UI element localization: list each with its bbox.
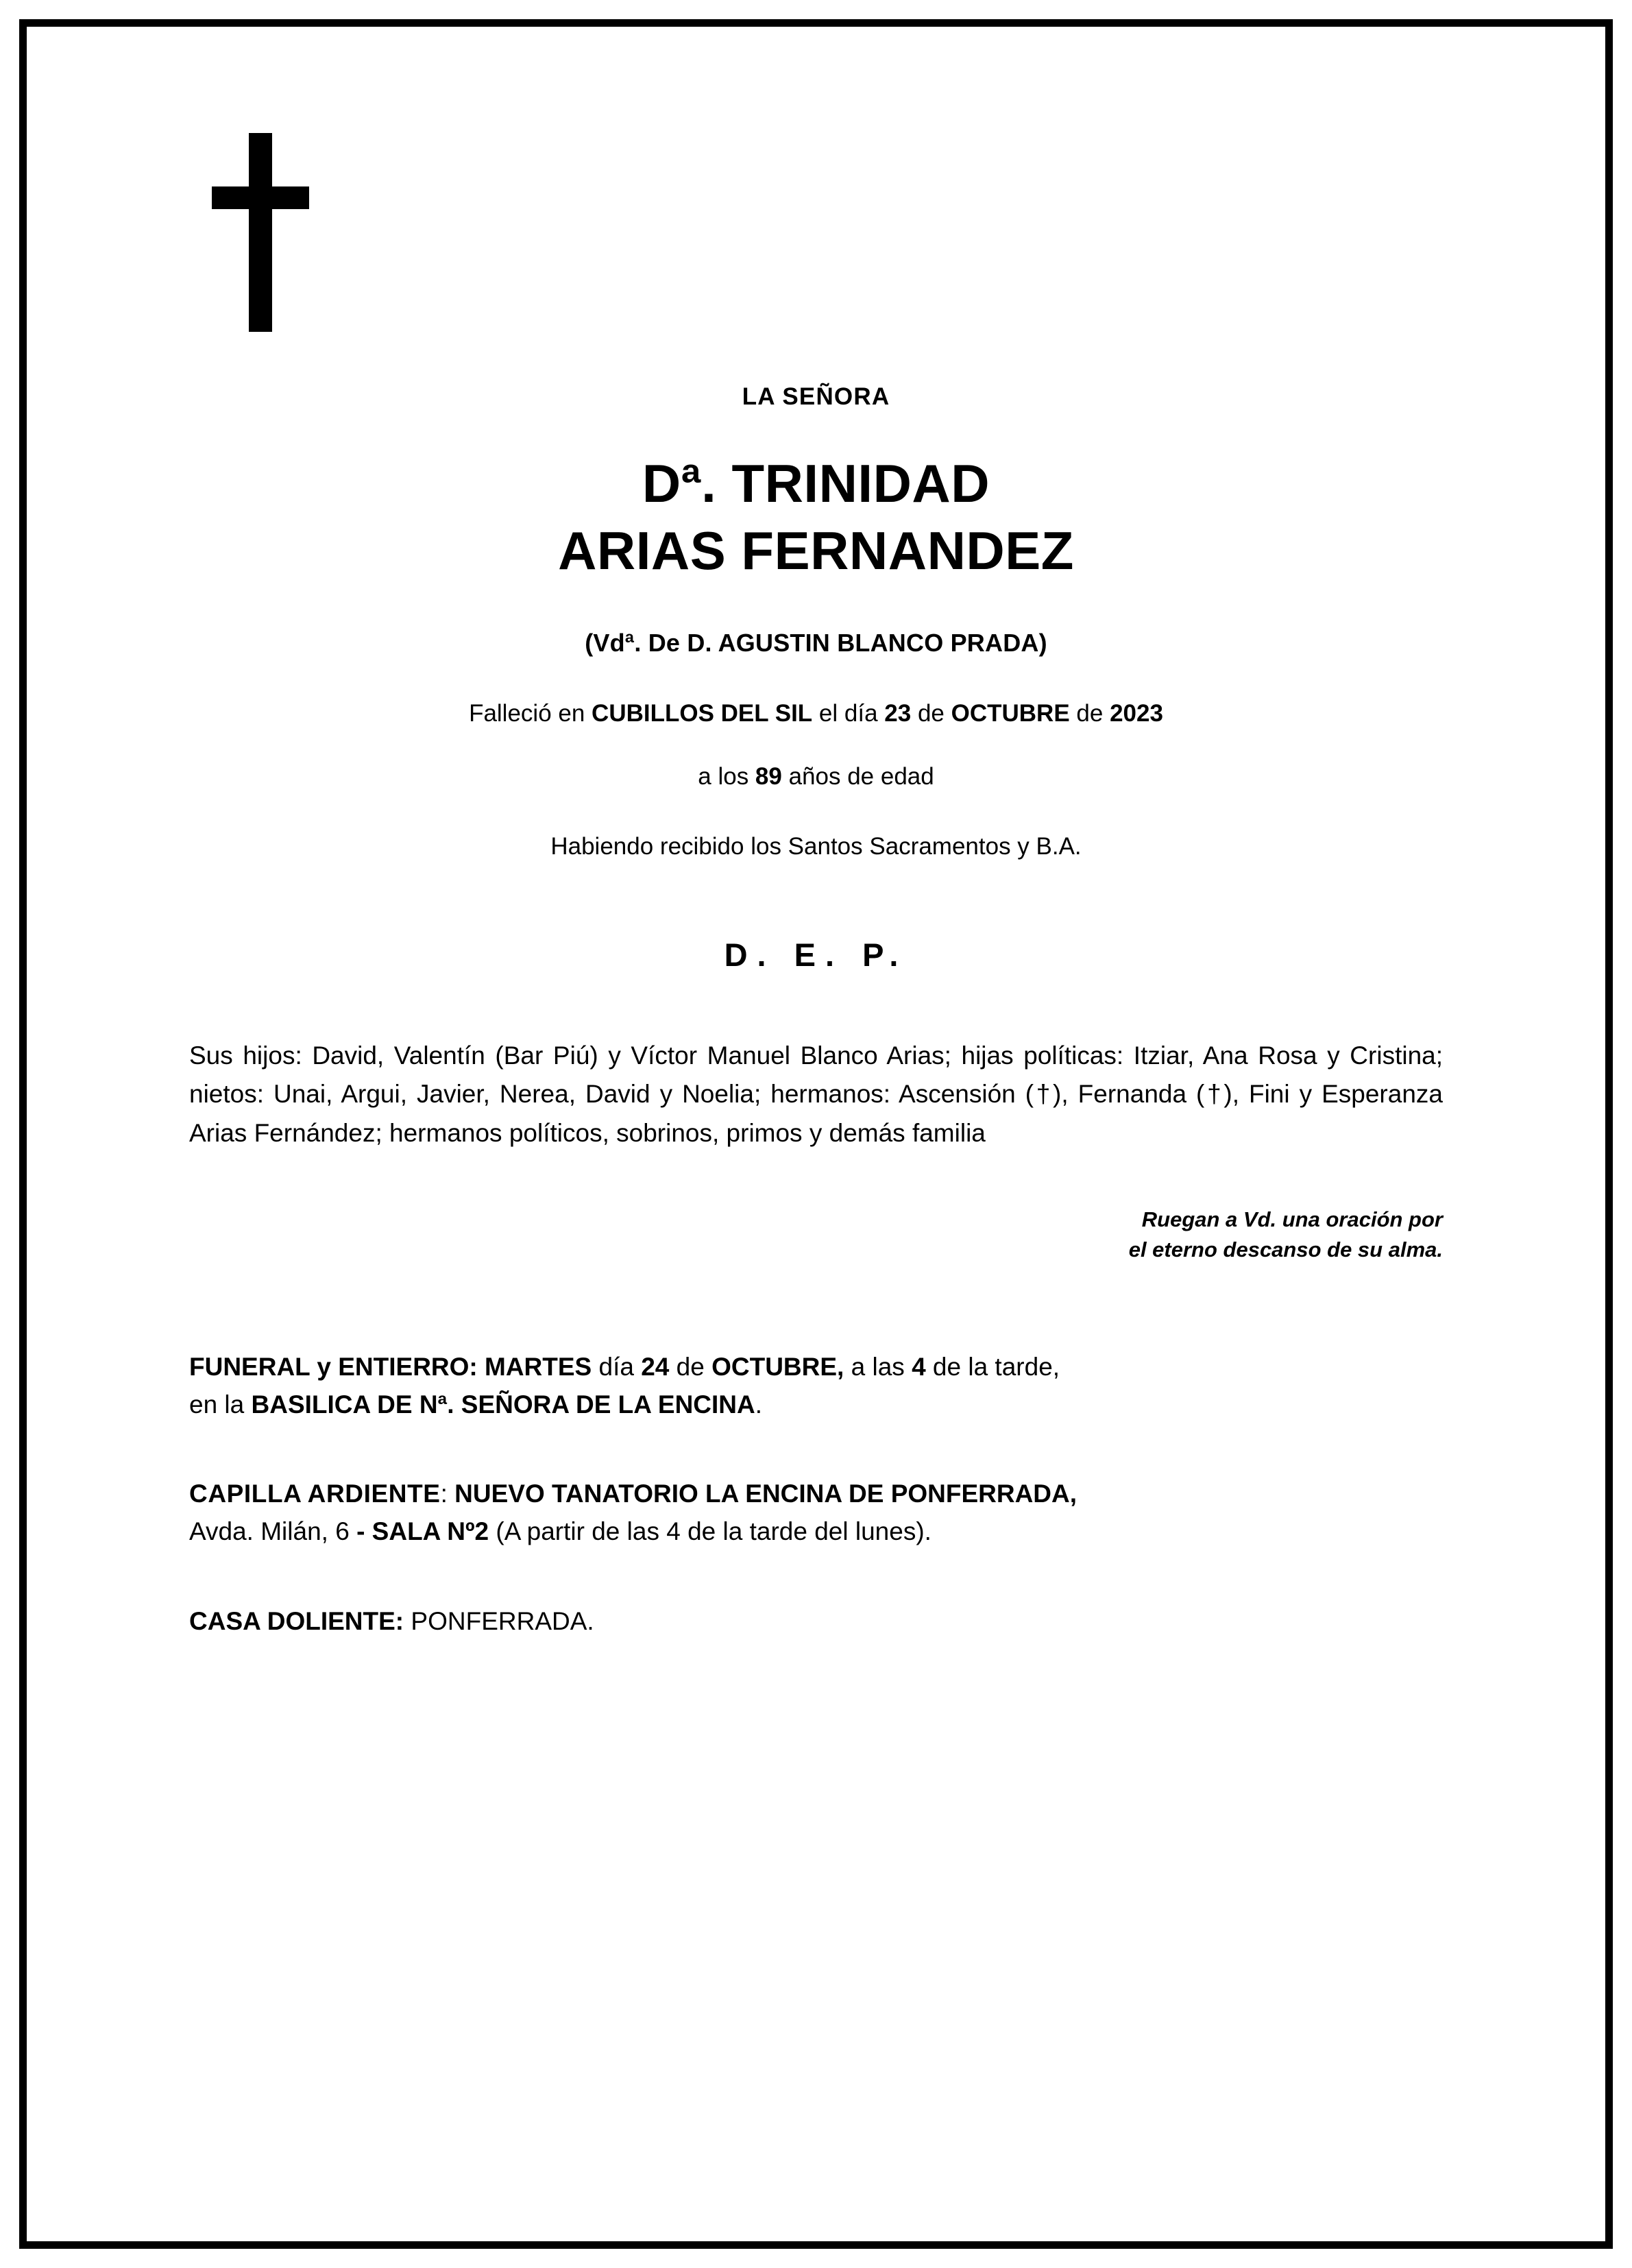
- mourning-home-label: CASA DOLIENTE:: [189, 1606, 404, 1635]
- death-year: 2023: [1110, 700, 1163, 727]
- funeral-day-name: MARTES: [477, 1352, 592, 1381]
- chapel-venue: NUEVO TANATORIO LA ENCINA DE PONFERRADA,: [454, 1480, 1077, 1508]
- funeral-place: BASILICA DE Nª. SEÑORA DE LA ENCINA: [251, 1390, 755, 1419]
- age-lead: a los: [698, 763, 755, 791]
- mourning-home-block: [189, 1603, 1443, 1641]
- funeral-place-lead: en la: [189, 1390, 252, 1419]
- death-day: 23: [884, 700, 912, 727]
- cross-icon-horizontal-bar: [212, 186, 309, 209]
- cross-icon-vertical-bar: [249, 133, 272, 332]
- prayer-request: [189, 1205, 1443, 1265]
- death-lead: Falleció en: [469, 700, 592, 727]
- page-inner: [27, 27, 1605, 2241]
- chapel-note: (A partir de las 4 de la tarde del lunes).: [489, 1517, 931, 1546]
- chapel-address: Avda. Milán, 6: [189, 1517, 357, 1546]
- page-border-frame: [19, 19, 1613, 2249]
- death-line: [189, 700, 1443, 727]
- age-value: 89: [755, 763, 782, 791]
- notice-content: [189, 383, 1443, 1641]
- death-of2: de: [1069, 700, 1110, 727]
- funeral-label: FUNERAL y ENTIERRO:: [189, 1352, 478, 1381]
- cross-icon: [212, 133, 315, 332]
- funeral-block: [189, 1349, 1443, 1424]
- funeral-day: 24: [641, 1352, 670, 1381]
- funeral-de: de: [669, 1352, 712, 1381]
- funeral-month: OCTUBRE,: [711, 1352, 844, 1381]
- mourning-home-value: PONFERRADA.: [404, 1606, 594, 1635]
- chapel-label: CAPILLA ARDIENTE: [189, 1480, 441, 1508]
- widow-of-line: (Vdª. De D. AGUSTIN BLANCO PRADA): [585, 629, 1047, 658]
- dep-line: D. E. P.: [724, 937, 908, 974]
- prayer-line-1: Ruegan a Vd. una oración por: [1141, 1207, 1443, 1231]
- death-place: CUBILLOS DEL SIL: [592, 700, 813, 727]
- sacraments-line: Habiendo recibido los Santos Sacramentos y B.A.: [550, 833, 1082, 860]
- deceased-name: [189, 452, 1443, 582]
- funeral-time: 4: [912, 1352, 926, 1381]
- death-month: OCTUBRE: [951, 700, 1070, 727]
- age-line: [189, 763, 1443, 791]
- prayer-line-2: el eterno descanso de su alma.: [1128, 1237, 1443, 1262]
- funeral-time-lead: a las: [844, 1352, 912, 1381]
- chapel-dash: -: [356, 1517, 372, 1546]
- age-tail: años de edad: [781, 763, 934, 791]
- chapel-room: SALA Nº2: [372, 1517, 489, 1546]
- honorific-prefix: LA SEÑORA: [742, 383, 890, 410]
- deceased-name-line-1: Dª. TRINIDAD: [642, 453, 990, 514]
- death-of: de: [911, 700, 951, 727]
- death-mid: el día: [812, 700, 885, 727]
- funeral-place-tail: .: [755, 1390, 763, 1419]
- chapel-colon: :: [440, 1480, 455, 1508]
- chapel-block: [189, 1475, 1443, 1551]
- deceased-name-line-2: ARIAS FERNANDEZ: [558, 520, 1074, 581]
- funeral-dia: día: [592, 1352, 642, 1381]
- family-list: Sus hijos: David, Valentín (Bar Piú) y Víctor Manuel Blanco Arias; hijas políticas: Itziar, Ana Rosa y Cristina; nietos: Unai, Argui, Javier, Nerea, David y Noelia; hermanos: Ascensión (†), Fernanda (†), Fini y Esperanza Arias Fernández; hermanos políticos, sobrinos, primos y demás familia: [189, 1041, 1443, 1147]
- funeral-time-tail: de la tarde,: [925, 1352, 1060, 1381]
